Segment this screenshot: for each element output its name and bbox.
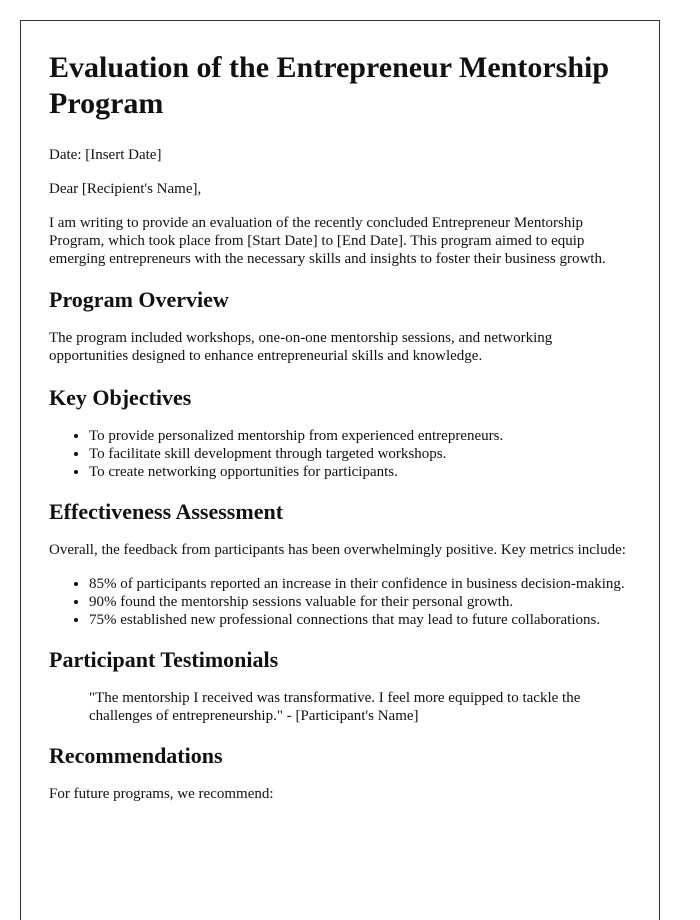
letter-page (20, 20, 660, 920)
heading-key-objectives: Key Objectives (49, 385, 192, 410)
effectiveness-paragraph: Overall, the feedback from participants has been overwhelmingly positive. Key metrics include: (49, 542, 626, 558)
metric-item: • 90% found the mentorship sessions valuable for their personal growth. (89, 593, 627, 611)
heading-program-overview: Program Overview (49, 287, 229, 312)
metric-item: • 75% established new professional connections that may lead to future collaborations. (89, 611, 627, 629)
objective-item: • To provide personalized mentorship from experienced entrepreneurs. (89, 427, 627, 445)
objective-item: • To create networking opportunities for participants. (89, 463, 627, 481)
metrics-list (49, 575, 627, 629)
heading-participant-testimonials: Participant Testimonials (49, 647, 279, 672)
metric-item: • 85% of participants reported an increase in their confidence in business decision-making. (89, 575, 627, 593)
heading-effectiveness-assessment: Effectiveness Assessment (49, 499, 284, 524)
testimonial-quote: "The mentorship I received was transformative. I feel more equipped to tackle the challenges of entrepreneurship." - [Participant's Name] (89, 690, 581, 724)
letter-title: Evaluation of the Entrepreneur Mentorship Program (49, 51, 610, 120)
recommendations-paragraph: For future programs, we recommend: (49, 786, 274, 802)
letter-content (49, 50, 627, 803)
objectives-list (49, 427, 627, 481)
date-line: Date: [Insert Date] (49, 147, 162, 163)
intro-paragraph: I am writing to provide an evaluation of the recently concluded Entrepreneur Mentorship Program, which took place from [Start Date] to [End Date]. This program aimed to equip emerging entrepreneurs with the necessary skills and insights to foster their business growth. (49, 215, 606, 267)
heading-recommendations: Recommendations (49, 743, 223, 768)
program-overview-paragraph: The program included workshops, one-on-one mentorship sessions, and networking opportunities designed to enhance entrepreneurial skills and knowledge. (49, 330, 553, 364)
greeting: Dear [Recipient's Name], (49, 181, 202, 197)
objective-item: • To facilitate skill development through targeted workshops. (89, 445, 627, 463)
